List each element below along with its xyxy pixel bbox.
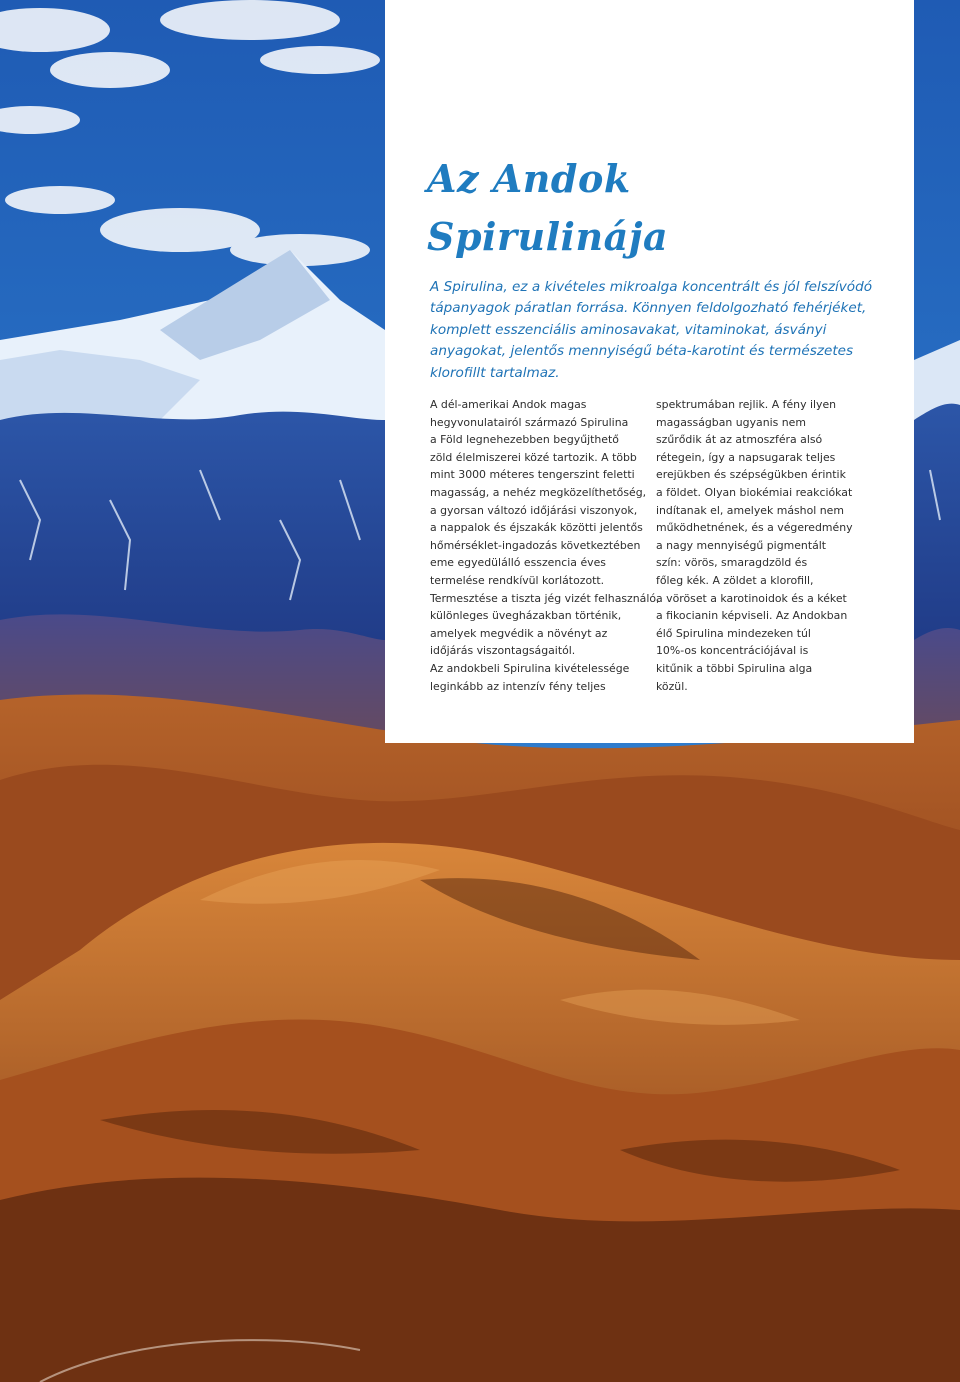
text-line: szűrődik át az atmoszféra alsó [656, 433, 823, 447]
text-line: a Föld legnehezebben begyűjthető [430, 433, 619, 447]
text-line: 10%-os koncentrációjával is [656, 644, 809, 658]
body-column-right [656, 396, 881, 695]
text-line: magasságban ugyanis nem [656, 415, 806, 429]
title-line: Az Andok [427, 156, 631, 201]
text-line: a vöröset a karotinoidok és a kéket [656, 591, 847, 605]
text-line: erejükben és szépségükben érintik [656, 468, 846, 482]
text-line: zöld élelmiszerei közé tartozik. A több [430, 450, 637, 464]
text-line: termelése rendkívül korlátozott. [430, 573, 605, 587]
text-line: A dél-amerikai Andok magas [430, 398, 587, 411]
text-line: különleges üvegházakban történik, [430, 609, 622, 623]
text-line: a földet. Olyan biokémiai reakciókat [656, 485, 853, 499]
text-line: szín: vörös, smaragdzöld és [656, 556, 808, 570]
text-line: hőmérséklet-ingadozás következtében [430, 538, 641, 552]
text-line: magasság, a nehéz megközelíthetőség, [430, 485, 647, 499]
text-line: a nappalok és éjszakák közötti jelentős [430, 521, 643, 535]
text-line: amelyek megvédik a növényt az [430, 626, 608, 640]
text-line: mint 3000 méteres tengerszint feletti [430, 468, 635, 482]
article-title [427, 150, 907, 266]
text-line: élő Spirulina mindezeken túl [656, 626, 811, 640]
text-line: leginkább az intenzív fény teljes [430, 679, 606, 693]
text-line: Termesztése a tiszta jég vizét felhasználó, [430, 591, 660, 605]
body-column-left [430, 396, 660, 695]
text-line: hegyvonulatairól származó Spirulina [430, 415, 629, 429]
text-line: eme egyedülálló esszencia éves [430, 556, 606, 570]
text-line: a gyorsan változó időjárási viszonyok, [430, 503, 638, 517]
text-line: a fikocianin képviseli. Az Andokban [656, 609, 848, 623]
text-line: a nagy mennyiségű pigmentált [656, 538, 827, 552]
text-line: spektrumában rejlik. A fény ilyen [656, 398, 837, 411]
text-line: közül. [656, 679, 688, 693]
text-line: kitűnik a többi Spirulina alga [656, 661, 813, 675]
text-line: működhetnének, és a végeredmény [656, 521, 853, 535]
title-line: Spirulinája [427, 214, 669, 259]
article-lead: A Spirulina, ez a kivételes mikroalga koncentrált és jól felszívódó tápanyagok páratlan forrása. Könnyen feldolgozható fehérjéket, komplett esszenciális aminosavakat, vitaminokat, ásványi anyagokat, jelentős mennyiségű béta-karotint és természetes klorofillt tartalmaz. [430, 279, 873, 381]
text-line: Az andokbeli Spirulina kivételessége [430, 661, 630, 675]
text-line: indítanak el, amelyek máshol nem [656, 503, 844, 517]
text-line: időjárás viszontagságaitól. [430, 644, 576, 658]
article-panel [385, 0, 914, 743]
text-line: főleg kék. A zöldet a klorofill, [656, 573, 814, 587]
text-line: rétegein, így a napsugarak teljes [656, 450, 836, 464]
